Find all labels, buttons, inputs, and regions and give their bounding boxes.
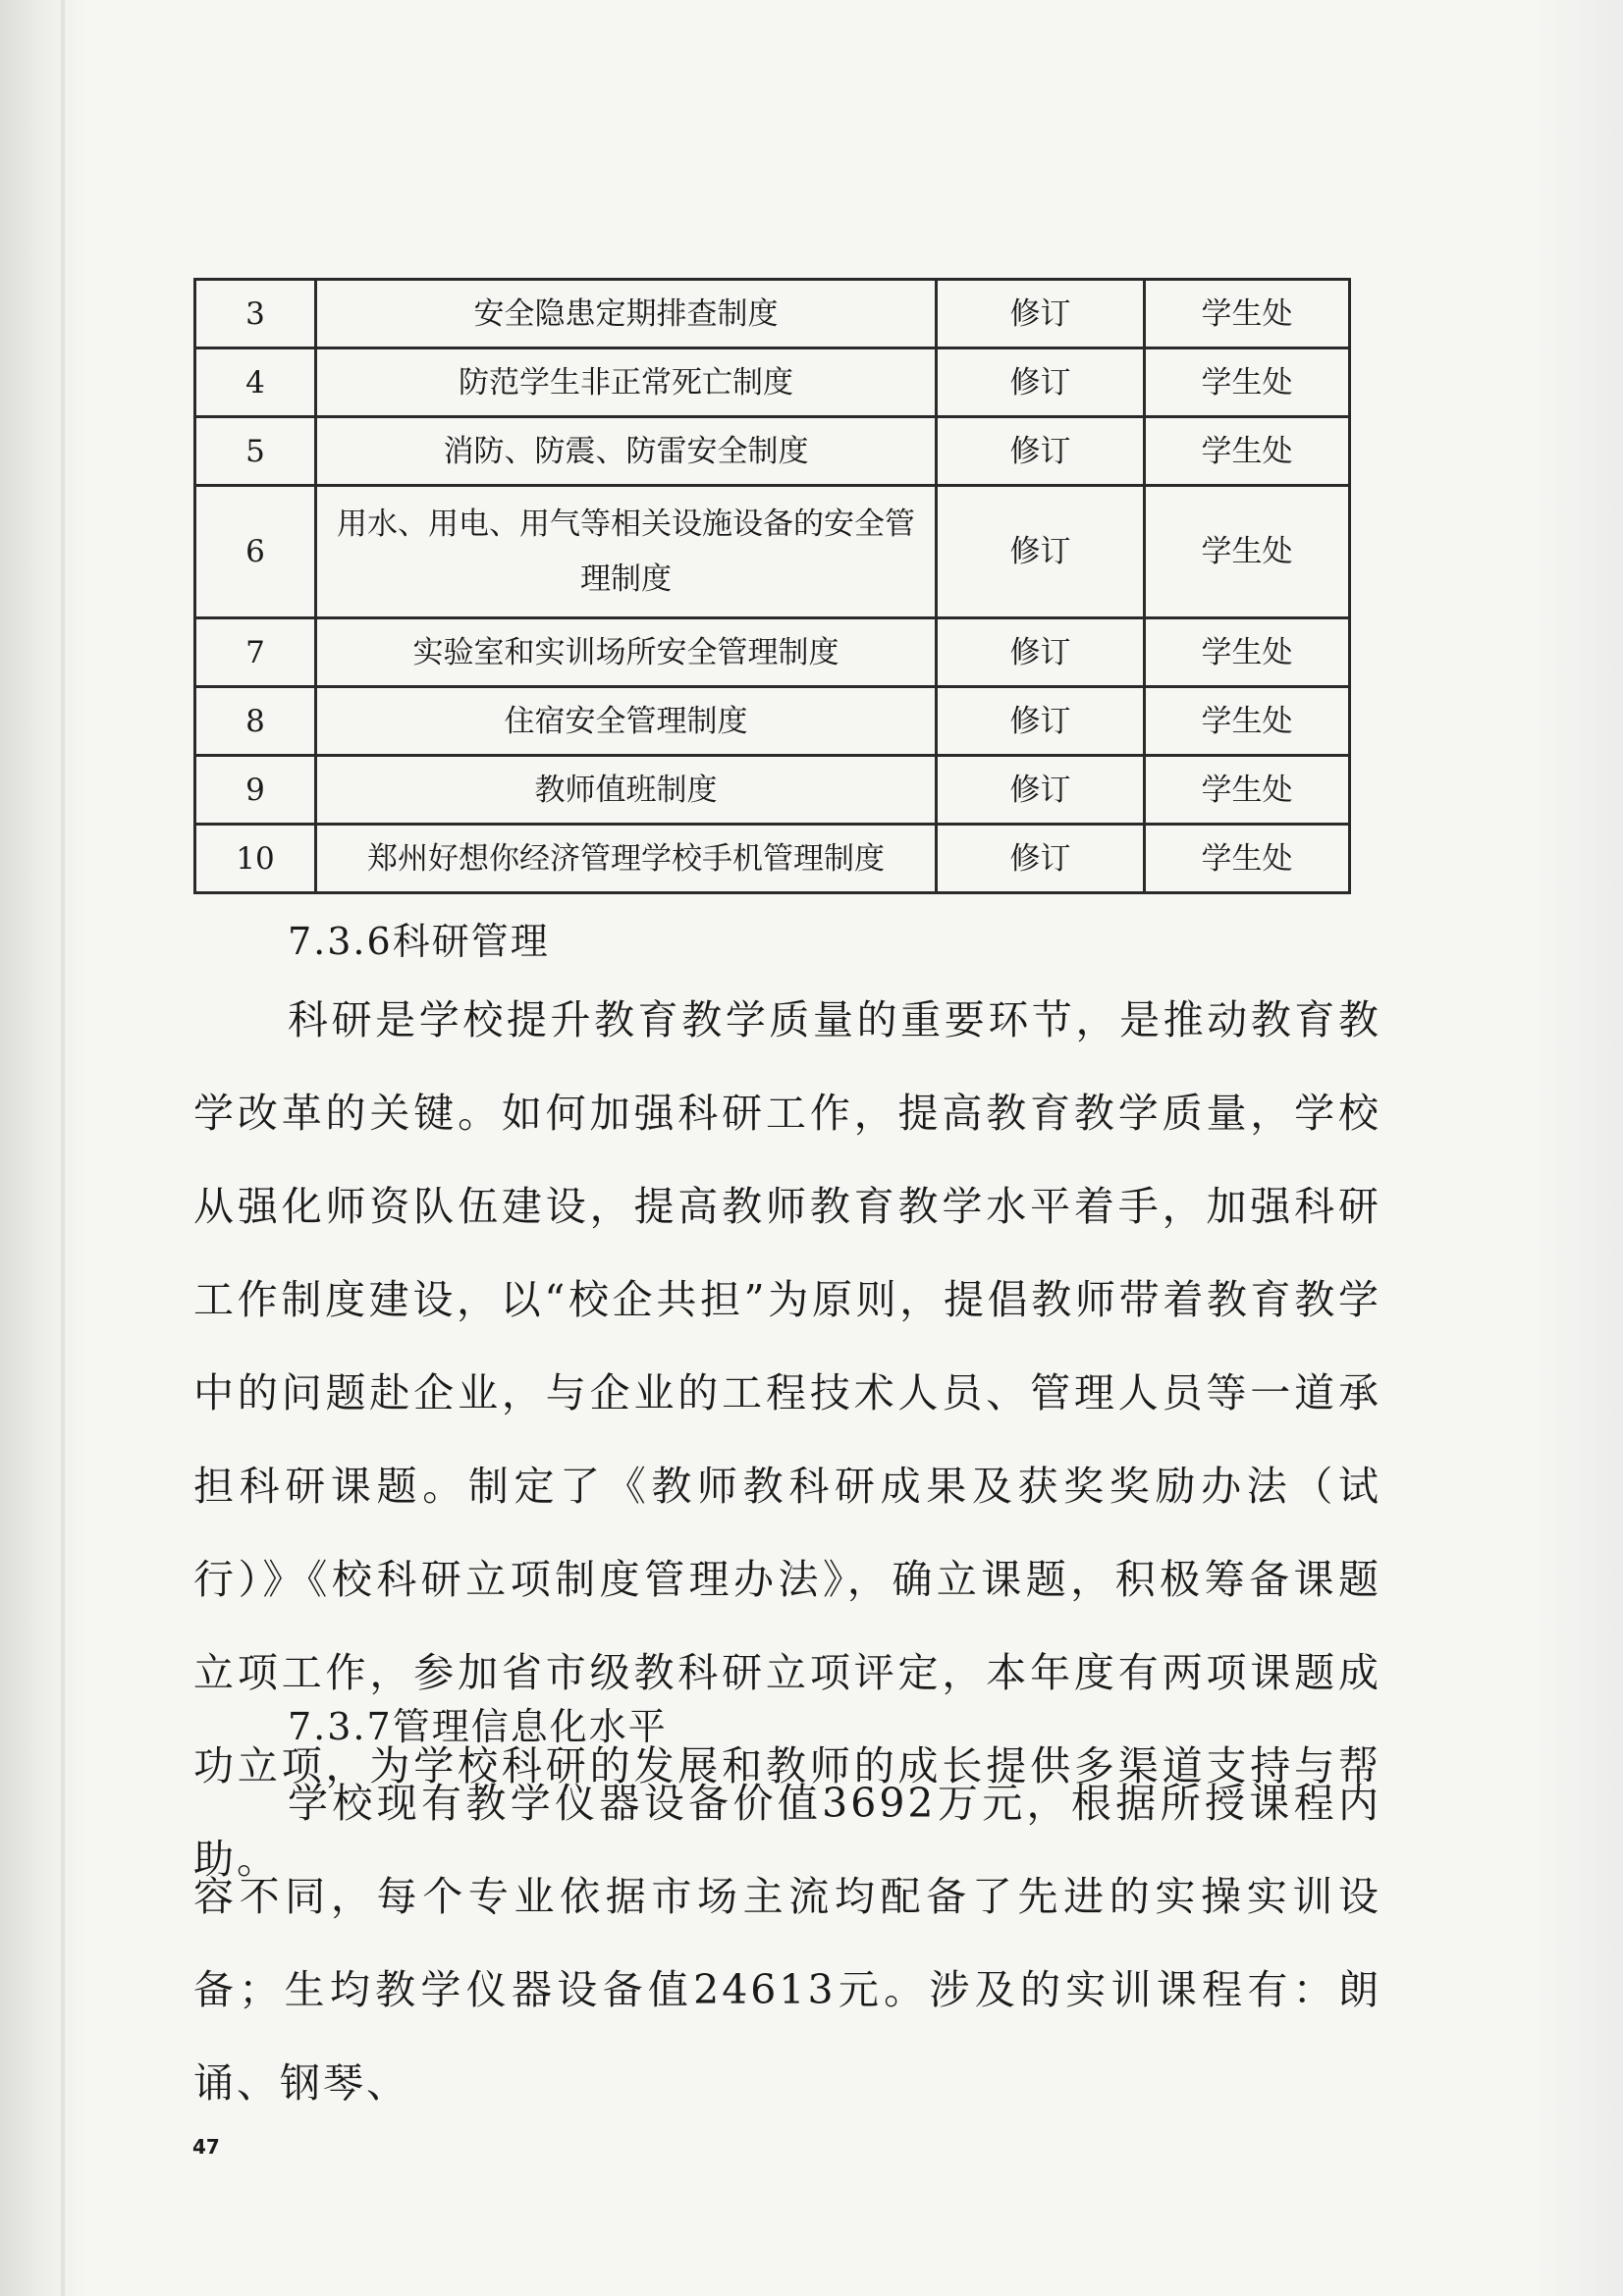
revision-status: 修订 [937, 348, 1145, 417]
regulation-name: 住宿安全管理制度 [316, 687, 937, 756]
regulation-name: 实验室和实训场所安全管理制度 [316, 618, 937, 687]
regulation-name: 教师值班制度 [316, 756, 937, 825]
responsible-department: 学生处 [1145, 825, 1350, 893]
responsible-department: 学生处 [1145, 348, 1350, 417]
responsible-department: 学生处 [1145, 687, 1350, 756]
responsible-department: 学生处 [1145, 756, 1350, 825]
table-row [195, 280, 1350, 348]
regulation-name: 用水、用电、用气等相关设施设备的安全管理制度 [316, 486, 937, 618]
table-row [195, 687, 1350, 756]
page-number: 47 [192, 2135, 220, 2159]
row-number: 4 [195, 348, 316, 417]
section-heading-7-3-6: 7.3.6科研管理 [288, 920, 550, 963]
responsible-department: 学生处 [1145, 618, 1350, 687]
row-number: 8 [195, 687, 316, 756]
revision-status: 修订 [937, 825, 1145, 893]
row-number: 3 [195, 280, 316, 348]
regulation-name: 消防、防震、防雷安全制度 [316, 417, 937, 486]
row-number: 10 [195, 825, 316, 893]
table-row [195, 618, 1350, 687]
revision-status: 修订 [937, 486, 1145, 618]
regulation-name: 郑州好想你经济管理学校手机管理制度 [316, 825, 937, 893]
table-row [195, 825, 1350, 893]
revision-status: 修订 [937, 687, 1145, 756]
row-number: 6 [195, 486, 316, 618]
table-row [195, 417, 1350, 486]
table-row [195, 756, 1350, 825]
responsible-department: 学生处 [1145, 280, 1350, 348]
revision-status: 修订 [937, 618, 1145, 687]
row-number: 5 [195, 417, 316, 486]
revision-status: 修订 [937, 417, 1145, 486]
regulations-table [193, 278, 1351, 894]
responsible-department: 学生处 [1145, 417, 1350, 486]
table-row [195, 348, 1350, 417]
revision-status: 修订 [937, 756, 1145, 825]
row-number: 7 [195, 618, 316, 687]
responsible-department: 学生处 [1145, 486, 1350, 618]
section-body-7-3-7: 学校现有教学仪器设备价值3692万元，根据所授课程内容不同，每个专业依据市场主流均配备了先进的实操实训设备；生均教学仪器设备值24613元。涉及的实训课程有：朗诵、钢琴、 [193, 1780, 1381, 2107]
section-heading-7-3-7: 7.3.7管理信息化水平 [288, 1705, 668, 1748]
section-body-7-3-6: 科研是学校提升教育教学质量的重要环节，是推动教育教学改革的关键。如何加强科研工作，提高教育教学质量，学校从强化师资队伍建设，提高教师教育教学水平着手，加强科研工作制度建设，以“校企共担”为原则，提倡教师带着教育教学中的问题赴企业，与企业的工程技术人员、管理人员等一道承担科研课题。制定了《教师教科研成果及获奖奖励办法（试行）》《校科研立项制度管理办法》，确立课题，积极筹备课题立项工作，参加省市级教科研立项评定，本年度有两项课题成功立项，为学校科研的发展和教师的成长提供多渠道支持与帮助。 [193, 996, 1381, 1883]
regulation-name: 安全隐患定期排查制度 [316, 280, 937, 348]
scan-edge [61, 0, 65, 2296]
table-row [195, 486, 1350, 618]
row-number: 9 [195, 756, 316, 825]
regulation-name: 防范学生非正常死亡制度 [316, 348, 937, 417]
revision-status: 修订 [937, 280, 1145, 348]
